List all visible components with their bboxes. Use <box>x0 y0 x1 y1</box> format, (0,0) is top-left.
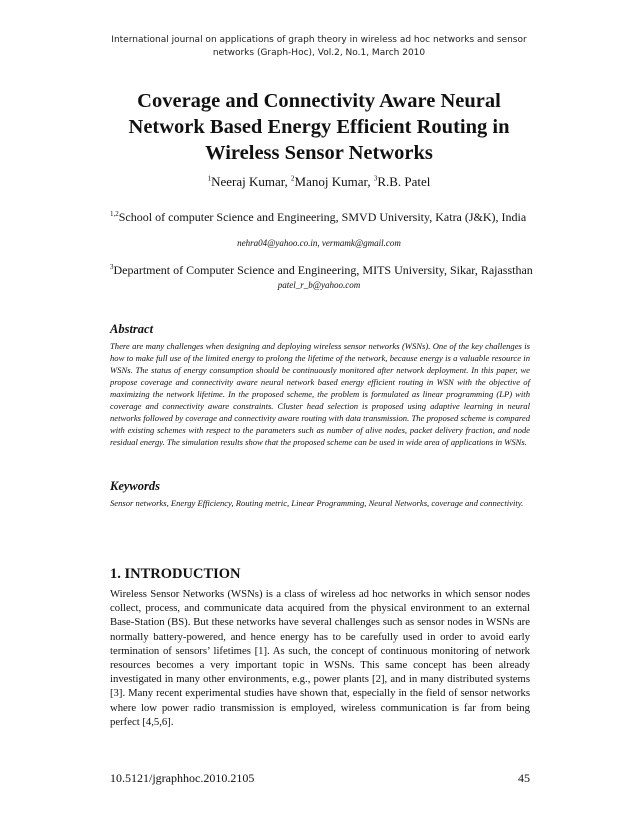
affiliation-1-email: nehra04@yahoo.co.in, vermamk@gmail.com <box>237 238 401 248</box>
author-list <box>60 174 578 190</box>
title-line-2: Network Based Energy Efficient Routing in <box>128 116 510 138</box>
keywords-heading: Keywords <box>110 479 160 493</box>
author-3-name: R.B. Patel <box>377 174 431 189</box>
author-2-marker: 2 <box>291 174 295 183</box>
footer-page-number: 45 <box>518 771 530 785</box>
title-line-3: Wireless Sensor Networks <box>205 142 433 164</box>
section-heading-introduction: 1. INTRODUCTION <box>110 566 241 582</box>
abstract-body: There are many challenges when designing and deploying wireless sensor networks (WSNs). One of the key challenges is how to make full use of the limited energy to prolong the lifetime of the network, because energy is a valuable resource in WSNs. The status of energy consumption should be continuously monitored after network deployment. In this paper, we propose coverage and connectivity aware neural network based energy efficient routing in WSN with the objective of maximizing the network lifetime. In the proposed scheme, the problem is formulated as linear programming (LP) with coverage and connectivity aware constraints. Cluster head selection is proposed using adaptive learning in neural networks followed by coverage and connectivity aware routing with data transmission. The proposed scheme is compared with existing schemes with respect to the parameters such as number of alive nodes, packet delivery fraction, and node residual energy. The simulation results show that the proposed scheme can be used in wide area of applications in WSNs. <box>110 341 530 447</box>
paper-title <box>60 88 578 166</box>
author-3-marker: 3 <box>373 174 378 183</box>
introduction-paragraph: Wireless Sensor Networks (WSNs) is a class of wireless ad hoc networks in which sensor nodes collect, process, and communicate data acquired from the physical environment to an external Base-Station (BS). But these networks have several challenges such as sensor nodes in WSNs are normally battery-powered, and hence energy has to be carefully used in order to avoid early termination of sensors’ lifetimes [1]. As such, the concept of continuous monitoring of network resources becomes a very important topic in WSNs. This same concept has been already investigated in many other environments, e.g., power plants [2], and in many distributed systems [3]. Many recent experimental studies have shown that, especially in the field of sensor networks where low power radio transmission is employed, wireless communication is far from being perfect [4,5,6]. <box>110 588 530 728</box>
footer-doi: 10.5121/jgraphhoc.2010.2105 <box>110 771 255 785</box>
affiliation-2-marker: 3 <box>110 263 114 271</box>
running-header <box>60 34 578 60</box>
author-1-name: Neeraj Kumar, <box>211 174 292 189</box>
title-line-1: Coverage and Connectivity Aware Neural <box>137 90 501 112</box>
affiliation-2 <box>110 263 540 278</box>
author-2-name: Manoj Kumar, <box>294 174 374 189</box>
affiliation-1-text: School of computer Science and Engineering, SMVD University, Katra (J&K), India <box>118 210 527 224</box>
affiliation-2-email: patel_r_b@yahoo.com <box>277 280 361 290</box>
affiliation-1 <box>110 210 540 225</box>
affiliation-2-text: Department of Computer Science and Engineering, MITS University, Sikar, Rajassthan <box>113 263 533 277</box>
running-header-line-2: networks (Graph-Hoc), Vol.2, No.1, March 2010 <box>212 48 426 58</box>
running-header-line-1: International journal on applications of graph theory in wireless ad hoc networks and sensor <box>111 35 527 45</box>
keywords-body: Sensor networks, Energy Efficiency, Routing metric, Linear Programming, Neural Networks, coverage and connectivity. <box>110 498 524 508</box>
author-1-marker: 1 <box>207 174 212 183</box>
affiliation-1-marker: 1,2 <box>110 210 119 218</box>
abstract-heading: Abstract <box>110 322 154 336</box>
